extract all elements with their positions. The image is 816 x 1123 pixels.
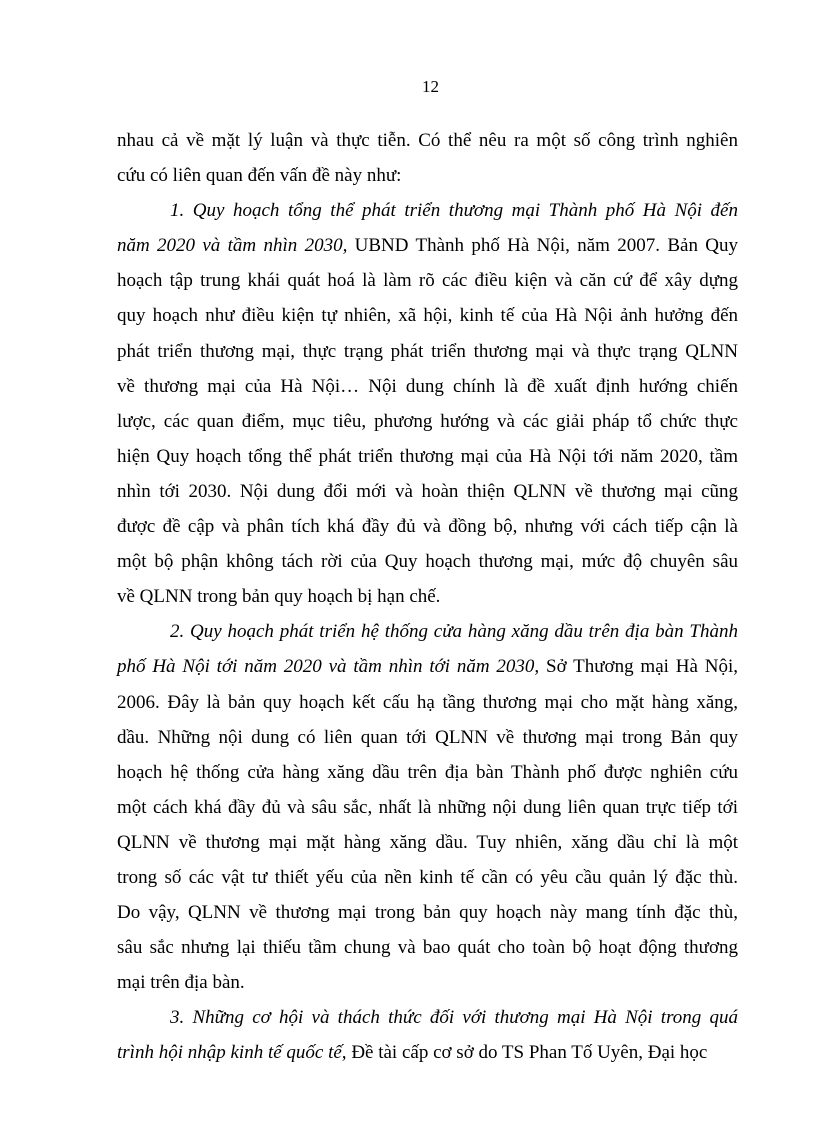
italic-title-text: năm 2020 và tầm nhìn 2030, (117, 235, 348, 257)
italic-title-text: 1. Quy hoạch tổng thể phát triển thương mại Thành phố Hà Nội đến (170, 200, 738, 222)
text-line (117, 439, 738, 474)
text-run: UBND Thành phố Hà Nội, năm 2007. Bản Quy (347, 235, 738, 257)
text-run: hoạch tập trung khái quát hoá là làm rõ các điều kiện và căn cứ để xây dựng (117, 270, 738, 292)
text-line (117, 720, 738, 755)
text-run: lược, các quan điểm, mục tiêu, phương hướng và các giải pháp tổ chức thực (117, 410, 738, 432)
text-line (117, 685, 738, 720)
text-line (117, 930, 738, 965)
text-line (117, 860, 738, 895)
text-run: 2006. Đây là bản quy hoạch kết cấu hạ tầng thương mại cho mặt hàng xăng, (117, 691, 738, 713)
text-line (117, 544, 738, 579)
page-number: 12 (422, 77, 439, 96)
text-run: sâu sắc nhưng lại thiếu tầm chung và bao quát cho toàn bộ hoạt động thương (117, 937, 738, 959)
body-text (117, 123, 738, 1071)
text-line (117, 193, 738, 228)
text-line (117, 790, 738, 825)
text-line (117, 755, 738, 790)
text-line (117, 404, 738, 439)
text-line (117, 263, 738, 298)
text-line (117, 825, 738, 860)
italic-title-text: phố Hà Nội tới năm 2020 và tầm nhìn tới năm 2030, (117, 656, 540, 678)
paragraph (117, 123, 738, 193)
text-run: Do vậy, QLNN về thương mại trong bản quy hoạch này mang tính đặc thù, (117, 902, 738, 924)
italic-title-text: 2. Quy hoạch phát triển hệ thống cửa hàng xăng dầu trên địa bàn Thành (170, 621, 738, 643)
text-run: Đề tài cấp cơ sở do TS Phan Tố Uyên, Đại học (346, 1042, 708, 1064)
text-run: QLNN về thương mại mặt hàng xăng dầu. Tuy nhiên, xăng dầu chỉ là một (117, 831, 738, 853)
text-line (117, 334, 738, 369)
italic-title-text: 3. Những cơ hội và thách thức đối với thương mại Hà Nội trong quá (170, 1007, 738, 1029)
text-run: hoạch hệ thống cửa hàng xăng dầu trên địa bàn Thành phố được nghiên cứu (117, 761, 738, 783)
text-run: Sở Thương mại Hà Nội, (539, 656, 738, 678)
text-line (117, 369, 738, 404)
text-line (117, 228, 738, 263)
text-run: một cách khá đầy đủ và sâu sắc, nhất là những nội dung liên quan trực tiếp tới (117, 796, 738, 818)
text-line (117, 123, 738, 158)
italic-title-text: trình hội nhập kinh tế quốc tế, (117, 1042, 347, 1064)
text-run: trong số các vật tư thiết yếu của nền kinh tế cần có yêu cầu quản lý đặc thù. (117, 866, 738, 888)
text-line (117, 1000, 738, 1035)
text-line (117, 614, 738, 649)
text-run: phát triển thương mại, thực trạng phát triển thương mại và thực trạng QLNN (117, 340, 738, 362)
text-line (117, 579, 738, 614)
text-run: cứu có liên quan đến vấn đề này như: (117, 165, 402, 187)
text-run: dầu. Những nội dung có liên quan tới QLNN về thương mại trong Bản quy (117, 726, 738, 748)
text-run: hiện Quy hoạch tổng thể phát triển thương mại của Hà Nội tới năm 2020, tầm (117, 445, 738, 467)
paragraph (117, 1000, 738, 1070)
text-line (117, 158, 738, 193)
text-line (117, 474, 738, 509)
text-line (117, 965, 738, 1000)
text-line (117, 895, 738, 930)
text-run: về QLNN trong bản quy hoạch bị hạn chế. (117, 586, 441, 608)
text-run: mại trên địa bàn. (117, 972, 245, 994)
paragraph (117, 193, 738, 614)
text-line (117, 649, 738, 684)
text-run: được đề cập và phân tích khá đầy đủ và đồng bộ, nhưng với cách tiếp cận là (117, 516, 738, 538)
text-run: nhìn tới 2030. Nội dung đổi mới và hoàn thiện QLNN về thương mại cũng (117, 480, 738, 502)
text-line (117, 298, 738, 333)
text-line (117, 509, 738, 544)
paragraph (117, 614, 738, 1000)
text-run: về thương mại của Hà Nội… Nội dung chính là đề xuất định hướng chiến (117, 375, 738, 397)
text-run: quy hoạch như điều kiện tự nhiên, xã hội, kinh tế của Hà Nội ảnh hưởng đến (117, 305, 738, 327)
text-run: nhau cả về mặt lý luận và thực tiễn. Có thể nêu ra một số công trình nghiên (117, 130, 738, 151)
text-line (117, 1035, 738, 1070)
text-run: một bộ phận không tách rời của Quy hoạch thương mại, mức độ chuyên sâu (117, 551, 738, 573)
